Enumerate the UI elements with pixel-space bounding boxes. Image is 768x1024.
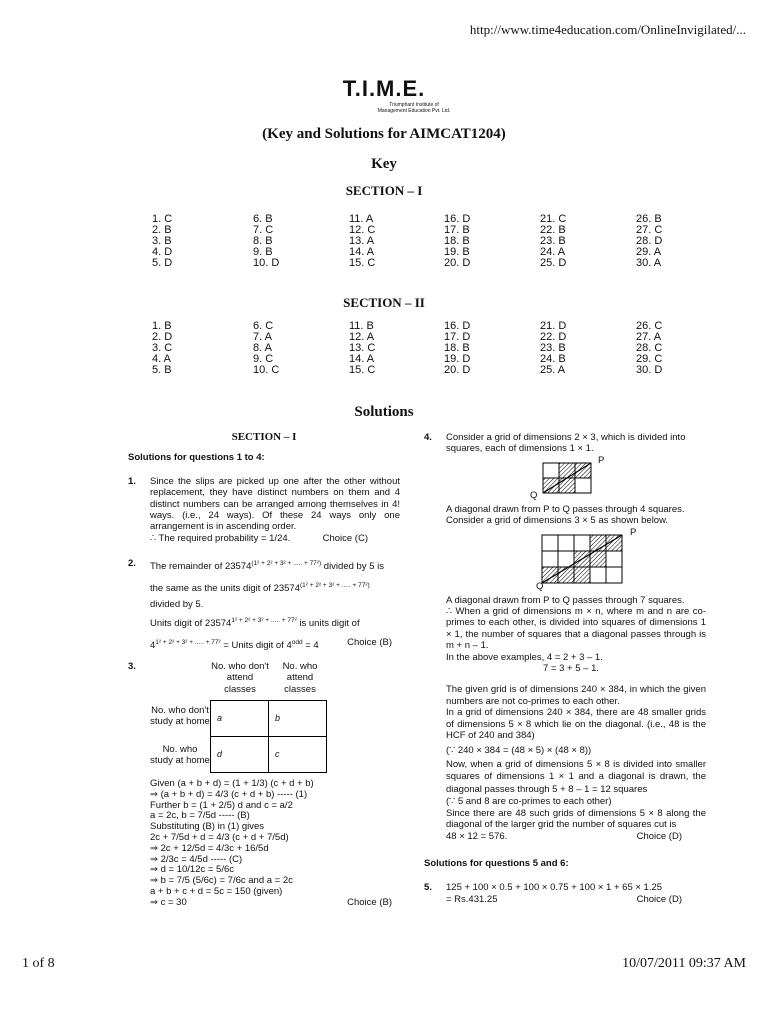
left-sub-heading: Solutions for questions 1 to 4: <box>128 452 265 464</box>
q4-text: (∵ 240 × 384 = (48 × 5) × (48 × 8)) <box>446 744 592 756</box>
key-heading: Key <box>371 156 397 172</box>
key-item: 18. B <box>444 235 470 247</box>
key-item: 21. D <box>540 320 567 332</box>
key-item: 17. B <box>444 224 470 236</box>
q3-table <box>150 698 400 773</box>
key-col <box>152 321 212 376</box>
q3-number: 3. <box>128 660 136 672</box>
key-item: 24. A <box>540 246 566 258</box>
grid-2x3-figure <box>446 455 706 499</box>
q4-result: 48 × 12 = 576. <box>446 830 508 842</box>
key-item: 15. C <box>349 364 376 376</box>
key-item: 19. D <box>444 353 471 365</box>
q3-choice: Choice (B) <box>347 896 392 908</box>
q2-number: 2. <box>128 558 136 570</box>
key-item: 20. D <box>444 257 471 269</box>
q4-text: In a grid of dimensions 240 × 384, there are 48 smaller grids of dimensions 5 × 8 which lie on the diagonal. (i.e., 48 is the HCF of 240 and 384) <box>446 707 706 742</box>
key-item: 4. A <box>152 353 171 365</box>
key-item: 6. B <box>253 213 273 225</box>
q3-line: Given (a + b + d) = (1 + 1/3) (c + d + b) <box>150 778 314 790</box>
left-column <box>128 432 400 909</box>
q3-line: ⇒ b = 7/5 (5/6c) = 7/6c and a = 2c <box>150 875 293 887</box>
q3-line: ⇒ d = 10/12c = 5/6c <box>150 864 235 876</box>
cell-a: a <box>211 701 269 737</box>
key-item: 9. B <box>253 246 273 258</box>
page-url: http://www.time4education.com/OnlineInvigilated/... <box>469 22 746 37</box>
key-item: 19. B <box>444 246 470 258</box>
key-item: 11. A <box>349 213 374 225</box>
key-item: 10. C <box>253 364 280 376</box>
q5-solution <box>424 882 706 905</box>
section2-heading: SECTION – II <box>343 295 425 310</box>
key-item: 13. A <box>349 235 375 247</box>
q2-solution <box>128 554 400 655</box>
q3-row2-header: No. who study at home <box>150 743 210 767</box>
grid-2x3-diagram <box>541 461 595 495</box>
key-item: 17. D <box>444 331 471 343</box>
q4-text: Now, when a grid of dimensions 5 × 8 is divided into smaller squares of dimensions 1 × 1 and a diagonal is drawn, the diagonal passes through 5 + 8 – 1 = 12 squares <box>446 758 706 795</box>
logo-line2: Management Education Pvt. Ltd. <box>377 108 451 114</box>
key-item: 5. B <box>152 364 172 376</box>
key-item: 26. B <box>636 213 662 225</box>
q2-odd: odd <box>291 638 303 646</box>
q3-line: a + b + c + d = 5c = 150 (given) <box>150 886 283 898</box>
q4-solution <box>424 432 706 842</box>
q5-number: 5. <box>424 882 432 894</box>
q4-text: The given grid is of dimensions 240 × 384, in which the given numbers are not co-primes to each other. <box>446 684 706 707</box>
grid-3x5-diagram <box>540 533 626 585</box>
q3-col1-header: No. who don't attend classes <box>211 660 269 695</box>
key-item: 18. B <box>444 342 470 354</box>
key-col <box>540 321 600 376</box>
key-item: 14. A <box>349 246 375 258</box>
key-col <box>636 321 696 376</box>
point-q-label: Q <box>530 489 538 501</box>
key-item: 25. A <box>540 364 566 376</box>
key-item: 28. C <box>636 342 663 354</box>
q2-line3: divided by 5. <box>150 598 204 610</box>
left-section-heading: SECTION – I <box>231 431 297 443</box>
q2-exponent: (1² + 2² + 3² + ..... + 77²) <box>251 560 322 568</box>
key-col <box>444 214 504 269</box>
grid-3x5-figure <box>446 527 706 591</box>
q3-line: 2c + 7/5d + d = 4/3 (c + d + 7/5d) <box>150 832 289 844</box>
q2-line5-end: = 4 <box>302 639 319 651</box>
key-item: 2. B <box>152 224 172 236</box>
right-sub-heading: Solutions for questions 5 and 6: <box>424 858 569 870</box>
q3-line: ⇒ 2/3c = 4/5d ----- (C) <box>150 853 243 865</box>
key-item: 12. A <box>349 331 375 343</box>
key-item: 27. C <box>636 224 663 236</box>
q3-line: Further b = (1 + 2/5) d and c = a/2 <box>150 799 293 811</box>
cell-d: d <box>211 737 269 773</box>
key-item: 21. C <box>540 213 567 225</box>
key-item: 2. D <box>152 331 173 343</box>
q2-line1-end: divided by 5 is <box>321 561 384 573</box>
cell-b: b <box>269 701 327 737</box>
q4-text: A diagonal drawn from P to Q passes through 4 squares. <box>446 503 685 515</box>
q1-solution <box>128 476 400 544</box>
key-col <box>152 214 212 269</box>
key-item: 7. A <box>253 331 272 343</box>
key-item: 10. D <box>253 257 280 269</box>
section1-heading: SECTION – I <box>345 183 423 198</box>
q4-text: Consider a grid of dimensions 3 × 5 as shown below. <box>446 515 669 527</box>
key-item: 24. B <box>540 353 566 365</box>
key-item: 7. C <box>253 224 274 236</box>
key-col <box>253 321 313 376</box>
key-item: 6. C <box>253 320 274 332</box>
q2-exponent: 1² + 2² + 3² + ..... + 77² <box>155 638 221 646</box>
logo-name: T.I.M.E. <box>342 76 426 101</box>
cell-c: c <box>269 737 327 773</box>
q5-choice: Choice (D) <box>636 893 682 905</box>
key-item: 23. B <box>540 342 566 354</box>
doc-title: (Key and Solutions for AIMCAT1204) <box>262 126 506 142</box>
q4-choice: Choice (D) <box>636 830 682 842</box>
key-item: 3. C <box>152 342 173 354</box>
key-item: 28. D <box>636 235 663 247</box>
q2-line2: the same as the units digit of 23574 <box>150 583 300 595</box>
q5-line1: 125 + 100 × 0.5 + 100 × 0.75 + 100 × 1 + 65 × 1.25 <box>446 882 663 894</box>
key-item: 8. A <box>253 342 272 354</box>
q3-line: Substituting (B) in (1) gives <box>150 821 265 833</box>
logo-line1: Triumphant Institute of <box>389 102 439 108</box>
solutions-heading: Solutions <box>354 404 414 420</box>
q3-working <box>150 779 400 909</box>
time-logo <box>0 76 768 114</box>
point-p-label: P <box>630 526 637 538</box>
key-item: 30. A <box>636 257 662 269</box>
q1-choice: Choice (C) <box>322 532 368 544</box>
q5-line2: = Rs.431.25 <box>446 893 498 905</box>
key-item: 1. B <box>152 320 172 332</box>
q1-result: ∴ The required probability = 1/24. <box>150 532 291 544</box>
key-item: 27. A <box>636 331 662 343</box>
q4-text: In the above examples, 4 = 2 + 3 – 1. <box>446 651 603 663</box>
q3-row1-header: No. who don't study at home <box>150 704 210 728</box>
key-col <box>540 214 600 269</box>
key-item: 22. D <box>540 331 567 343</box>
q3-line: a = 2c, b = 7/5d ----- (B) <box>150 810 250 822</box>
key-item: 4. D <box>152 246 173 258</box>
q3-grid <box>210 700 327 773</box>
key-item: 1. C <box>152 213 173 225</box>
q4-text: 7 = 3 + 5 – 1. <box>543 663 599 675</box>
key-item: 22. B <box>540 224 566 236</box>
key-col <box>349 321 409 376</box>
key-item: 5. D <box>152 257 173 269</box>
q3-line: ⇒ 2c + 12/5d = 4/3c + 16/5d <box>150 842 269 854</box>
q1-number: 1. <box>128 475 136 487</box>
q2-base: 4 <box>150 639 156 651</box>
key-item: 16. D <box>444 320 471 332</box>
key-item: 13. C <box>349 342 376 354</box>
key-item: 8. B <box>253 235 273 247</box>
key-col <box>253 214 313 269</box>
key-item: 14. A <box>349 353 375 365</box>
key-item: 16. D <box>444 213 471 225</box>
key-col <box>636 214 696 269</box>
q2-line4: Units digit of 23574 <box>150 617 232 629</box>
q4-text: ∴ When a grid of dimensions m × n, where m and n are co-primes to each other, is divided into squares of dimensions 1 × 1, the number of squares that a diagonal passes through is m + n – 1. <box>446 606 706 652</box>
point-q-label: Q <box>536 580 544 592</box>
q1-text: Since the slips are picked up one after the other without replacement, they have distinct numbers on them and 4 distinct numbers can be arranged among themselves in 4! ways. (i.e., 24 ways). Of these 24 ways only one arrangement is in ascending order. <box>150 475 400 533</box>
q3-table-header <box>150 661 400 695</box>
point-p-label: P <box>598 454 605 466</box>
q2-line4-end: is units digit of <box>296 617 360 629</box>
q4-text: Since there are 48 such grids of dimensions 5 × 8 along the diagonal of the larger grid the number of squares cut is <box>446 807 706 831</box>
q2-exponent: (1² + 2² + 3² + ..... + 77²) <box>300 582 370 590</box>
key-item: 23. B <box>540 235 566 247</box>
q2-choice: Choice (B) <box>347 636 392 648</box>
key-item: 29. C <box>636 353 663 365</box>
q3-solution <box>128 661 400 909</box>
q4-intro: Consider a grid of dimensions 2 × 3, which is divided into squares, each of dimensions 1 × 1. <box>446 432 686 455</box>
key-item: 30. D <box>636 364 663 376</box>
key-col <box>444 321 504 376</box>
key-item: 15. C <box>349 257 376 269</box>
key-item: 3. B <box>152 235 172 247</box>
q2-line1: The remainder of 23574 <box>150 561 252 573</box>
key-col <box>349 214 409 269</box>
key-item: 12. C <box>349 224 376 236</box>
q4-number: 4. <box>424 432 432 443</box>
q3-line: ⇒ c = 30 <box>150 896 187 908</box>
key-item: 26. C <box>636 320 663 332</box>
q3-col2-header: No. who attend classes <box>282 660 318 695</box>
page-counter: 1 of 8 <box>22 956 55 971</box>
q2-exponent: 1² + 2² + 3² + ..... + 77² <box>231 616 297 624</box>
q3-line: ⇒ (a + b + d) = 4/3 (c + d + b) ----- (1) <box>150 788 308 800</box>
key-item: 25. D <box>540 257 567 269</box>
print-datetime: 10/07/2011 09:37 AM <box>622 956 746 971</box>
key-item: 9. C <box>253 353 274 365</box>
key-item: 29. A <box>636 246 662 258</box>
right-column <box>424 432 706 905</box>
key-item: 20. D <box>444 364 471 376</box>
key-item: 11. B <box>349 320 374 332</box>
q3-row-headers <box>150 698 210 773</box>
q4-text: (∵ 5 and 8 are co-primes to each other) <box>446 796 612 808</box>
q2-line5: = Units digit of 4 <box>220 639 292 651</box>
q4-text: A diagonal drawn from P to Q passes through 7 squares. <box>446 594 685 606</box>
